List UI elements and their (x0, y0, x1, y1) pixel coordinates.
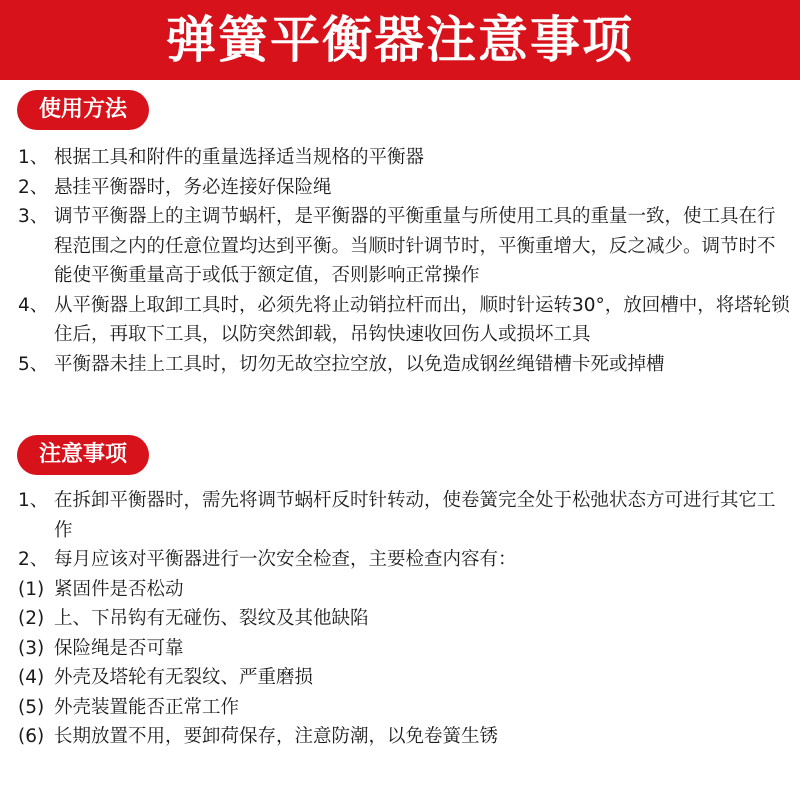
list-item (18, 291, 793, 350)
check-item-number: (2) (18, 608, 45, 629)
check-item (18, 575, 793, 605)
list-item (18, 350, 793, 380)
list-item-number: 2、 (18, 176, 49, 198)
check-item-text: 上、下吊钩有无碰伤、裂纹及其他缺陷 (54, 608, 369, 629)
check-item (18, 634, 793, 664)
notes-list (18, 486, 793, 752)
section-heading-usage: 使用方法 (17, 90, 149, 130)
check-item-text: 外壳装置能否正常工作 (54, 696, 240, 718)
check-item-text: 保险绳是否可靠 (54, 637, 184, 659)
check-item-number: (5) (18, 696, 45, 718)
check-item-number: (4) (18, 667, 45, 688)
list-item-text: 根据工具和附件的重量选择适当规格的平衡器 (54, 147, 425, 168)
check-item-text: 紧固件是否松动 (54, 578, 184, 600)
section-heading-notes: 注意事项 (17, 435, 149, 475)
check-item-text: 长期放置不用，要卸荷保存，注意防潮，以免卷簧生锈 (54, 726, 499, 747)
check-item-number: (6) (18, 726, 45, 747)
list-item (18, 143, 793, 173)
list-item-number: 3、 (18, 206, 49, 227)
list-item-number: 5、 (18, 353, 49, 375)
list-item (18, 173, 793, 203)
list-item-text: 悬挂平衡器时，务必连接好保险绳 (54, 176, 332, 198)
list-item-number: 2、 (18, 549, 49, 570)
usage-list (18, 143, 793, 379)
list-item-number: 1、 (18, 147, 49, 168)
page-title: 弹簧平衡器注意事项 (166, 11, 634, 69)
list-item-number: 1、 (18, 490, 49, 511)
list-item-text: 在拆卸平衡器时，需先将调节蜗杆反时针转动，使卷簧完全处于松弛状态方可进行其它工作 (54, 490, 776, 541)
list-item (18, 486, 793, 545)
check-item-number: (3) (18, 637, 45, 659)
list-item-text: 平衡器未挂上工具时，切勿无故空拉空放，以免造成钢丝绳错槽卡死或掉槽 (54, 353, 665, 375)
list-item-text: 调节平衡器上的主调节蜗杆，是平衡器的平衡重量与所使用工具的重量一致，使工具在行程范围之内的任意位置均达到平衡。当顺时针调节时，平衡重增大，反之减少。调节时不能使平衡重量高于或低于额定值，否则影响正常操作 (54, 206, 776, 286)
title-banner (0, 0, 800, 80)
list-item (18, 545, 793, 575)
check-item (18, 604, 793, 634)
list-item (18, 202, 793, 291)
check-item-number: (1) (18, 578, 45, 600)
list-item-text: 从平衡器上取卸工具时，必须先将止动销拉杆而出，顺时针运转30°，放回槽中，将塔轮锁住后，再取下工具，以防突然卸载，吊钩快速收回伤人或损坏工具 (54, 294, 790, 345)
list-item-text: 每月应该对平衡器进行一次安全检查，主要检查内容有： (54, 549, 517, 570)
check-item (18, 663, 793, 693)
check-item (18, 693, 793, 723)
check-item-text: 外壳及塔轮有无裂纹、严重磨损 (54, 667, 314, 688)
check-item (18, 722, 793, 752)
list-item-number: 4、 (18, 294, 49, 316)
